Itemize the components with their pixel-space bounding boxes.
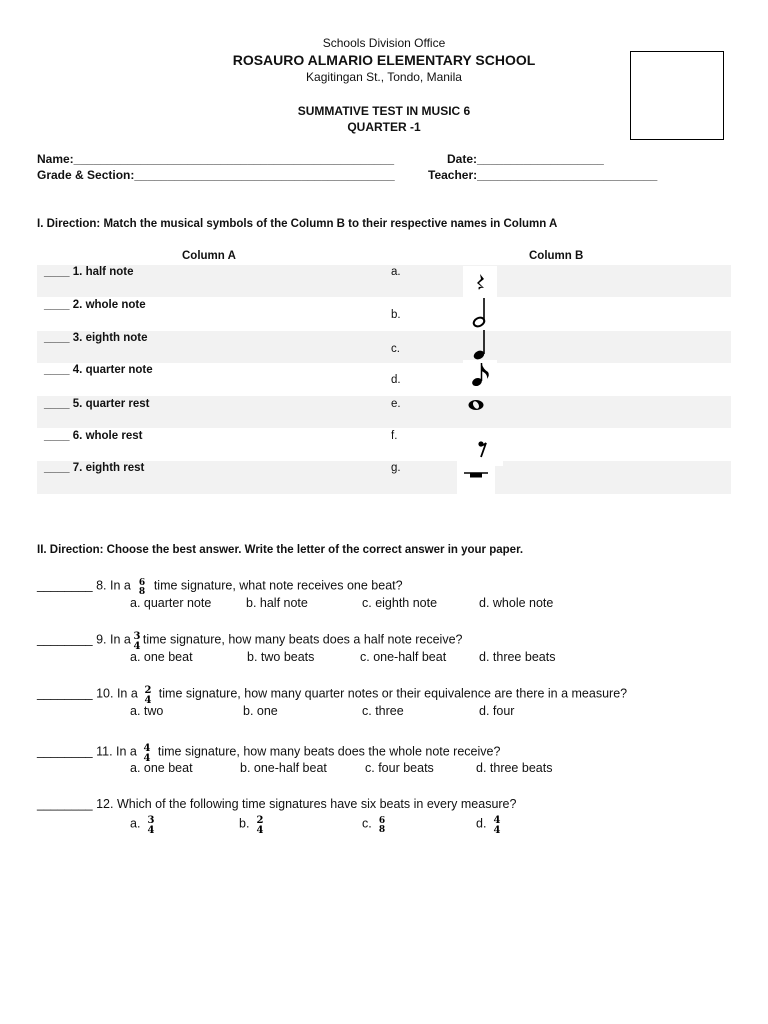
option: a. two [130, 704, 164, 718]
column-a-item: ____ 7. eighth rest [44, 462, 145, 474]
question-10 [37, 684, 627, 704]
column-b-heading: Column B [529, 250, 584, 262]
option: c. three [362, 704, 404, 718]
photo-box [630, 51, 724, 140]
date-field[interactable]: Date:___________________ [447, 152, 604, 166]
answer-blank[interactable]: ________ [37, 797, 93, 811]
time-signature-icon [375, 814, 389, 834]
time-signature-icon [140, 741, 154, 763]
option: a. quarter note [130, 596, 212, 610]
time-signature-icon [144, 814, 158, 834]
question-text: 8. In a [96, 578, 131, 593]
test-title: SUMMATIVE TEST IN MUSIC 6 [297, 104, 471, 118]
question-text: 9. In a [96, 632, 131, 647]
svg-text:4: 4 [143, 753, 151, 763]
column-b-letter: c. [391, 343, 400, 355]
svg-text:6: 6 [139, 578, 146, 588]
svg-text:4: 4 [133, 641, 141, 650]
answer-blank[interactable]: ________ [37, 632, 93, 647]
option: c. eighth note [362, 596, 438, 610]
time-signature-icon [134, 577, 150, 595]
answer-blank[interactable]: ________ [37, 578, 93, 593]
question-text: 10. In a [96, 686, 138, 701]
svg-text:4: 4 [144, 695, 152, 704]
grade-section-field[interactable]: Grade & Section:_______________________________________ [37, 168, 395, 182]
option: d. whole note [479, 596, 554, 610]
column-a-item: ____ 2. whole note [44, 299, 146, 311]
option: b. one [243, 704, 278, 718]
column-b-letter: g. [391, 462, 401, 474]
question-11 [37, 741, 500, 763]
row-band [37, 265, 731, 297]
svg-text:8: 8 [139, 587, 146, 595]
option: d. four [479, 704, 515, 718]
column-a-item: ____ 3. eighth note [44, 332, 148, 344]
option-12b: b. 2 4 [239, 814, 267, 834]
question-text: time signature, what note receives one beat? [153, 578, 403, 593]
option: d. three beats [479, 650, 556, 664]
svg-text:3: 3 [147, 815, 155, 826]
column-a-item: ____ 1. half note [44, 266, 134, 278]
time-signature-icon [131, 630, 143, 650]
column-a-item: ____ 4. quarter note [44, 364, 153, 376]
option: c. four beats [365, 761, 434, 775]
svg-text:2: 2 [144, 685, 152, 696]
svg-text:3: 3 [133, 631, 141, 642]
option: c. one-half beat [360, 650, 447, 664]
column-a-item: ____ 5. quarter rest [44, 398, 150, 410]
question-9 [37, 630, 463, 650]
option-12c: c. 6 8 [362, 814, 389, 834]
svg-text:4: 4 [143, 743, 151, 754]
column-a-item: ____ 6. whole rest [44, 430, 143, 442]
question-text: time signature, how many quarter notes or their equivalence are there in a measure? [158, 686, 628, 701]
question-text: time signature, how many beats does the whole note receive? [157, 744, 501, 759]
column-b-letter: a. [391, 266, 401, 278]
column-a-heading: Column A [182, 250, 236, 262]
name-field[interactable]: Name:________________________________________________ [37, 152, 395, 166]
school-name: ROSAURO ALMARIO ELEMENTARY SCHOOL [232, 52, 536, 68]
quarter-label: QUARTER -1 [347, 120, 421, 134]
svg-text:4: 4 [493, 815, 501, 826]
time-signature-icon [253, 814, 267, 834]
option: a. one beat [130, 761, 193, 775]
option: d. three beats [476, 761, 553, 775]
column-b-letter: f. [391, 430, 398, 442]
question-8 [37, 577, 403, 595]
eighth-note-icon [463, 360, 497, 394]
option: b. half note [246, 596, 308, 610]
division-office: Schools Division Office [322, 36, 446, 50]
question-text: 11. In a [96, 744, 137, 759]
column-b-letter: d. [391, 374, 401, 386]
part1-direction: I. Direction: Match the musical symbols of the Column B to their respective names in Column A [37, 218, 558, 230]
answer-blank[interactable]: ________ [37, 744, 93, 759]
column-b-letter: e. [391, 398, 401, 410]
svg-text:6: 6 [379, 816, 386, 826]
question-text: time signature, how many beats does a half note receive? [142, 632, 463, 647]
answer-blank[interactable]: ________ [37, 686, 93, 701]
svg-text:8: 8 [379, 825, 386, 834]
quarter-rest-icon [463, 266, 497, 300]
option: a. one beat [130, 650, 193, 664]
svg-text:4: 4 [147, 825, 155, 834]
teacher-field[interactable]: Teacher:___________________________ [428, 168, 658, 182]
column-b-letter: b. [391, 309, 401, 321]
question-12 [37, 797, 516, 811]
option-12d: d. 4 4 [476, 814, 504, 834]
svg-text:4: 4 [493, 825, 501, 834]
question-text: 12. Which of the following time signatures have six beats in every measure? [96, 797, 517, 811]
school-address: Kagitingan St., Tondo, Manila [306, 70, 462, 84]
option: b. two beats [247, 650, 315, 664]
whole-rest-icon [457, 461, 495, 495]
svg-text:4: 4 [256, 825, 264, 834]
time-signature-icon [490, 814, 504, 834]
whole-note-icon [463, 396, 497, 430]
time-signature-icon [141, 684, 155, 704]
option-12a: a. 3 4 [130, 814, 158, 834]
option: b. one-half beat [240, 761, 327, 775]
svg-text:2: 2 [256, 815, 264, 826]
quarter-note-icon [463, 328, 497, 362]
half-note-icon [463, 296, 497, 330]
part2-direction: II. Direction: Choose the best answer. Write the letter of the correct answer in your paper. [37, 544, 524, 556]
